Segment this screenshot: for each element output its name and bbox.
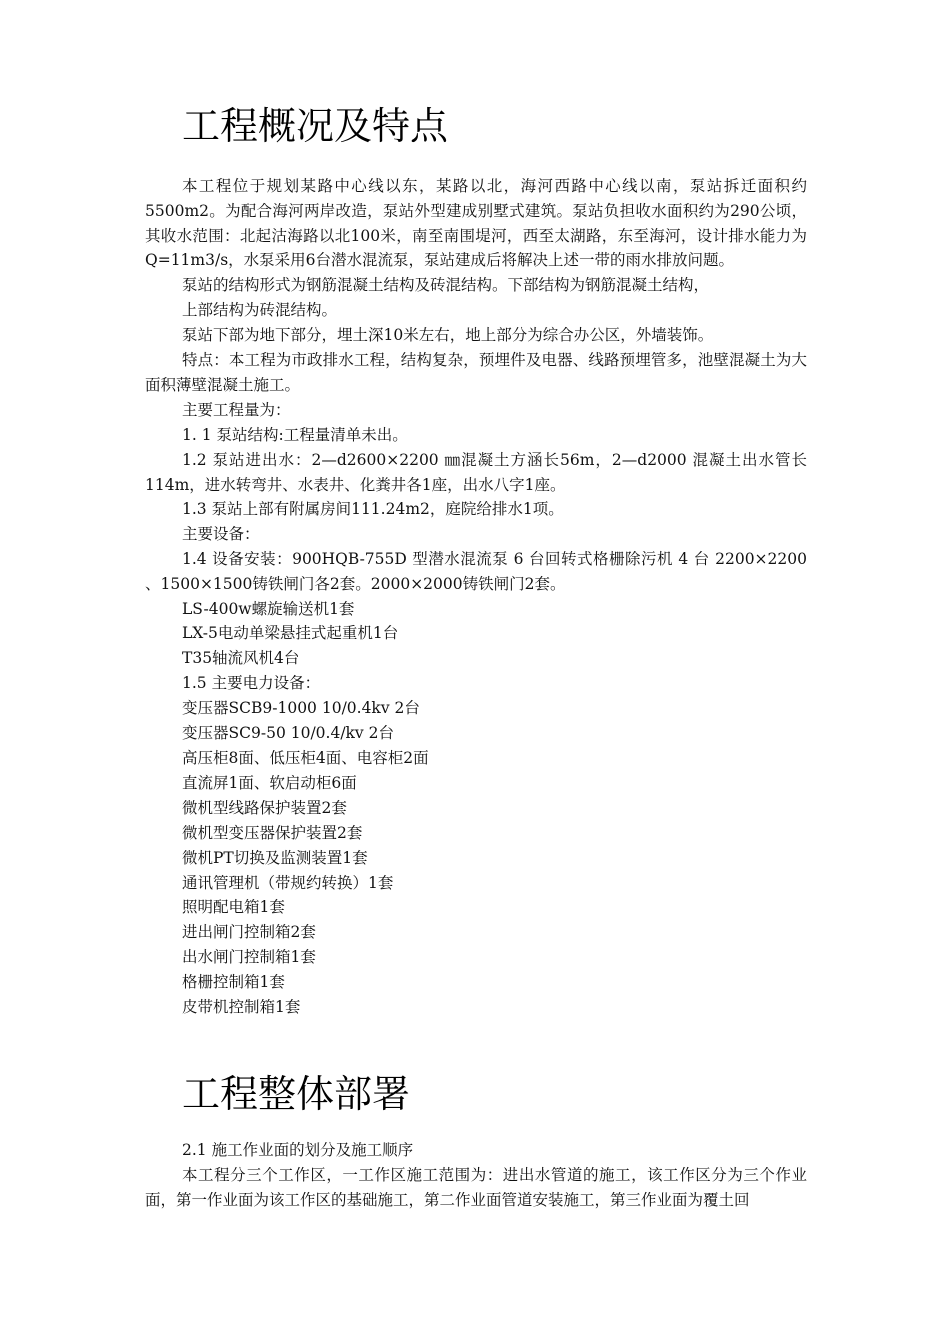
quantities-heading: 主要工程量为： [182, 401, 291, 419]
equipment-list-item: T35轴流风机4台 [182, 649, 300, 667]
equipment-heading: 主要设备： [182, 525, 260, 543]
section-title-overview: 工程概况及特点 [182, 104, 449, 148]
paragraph-structure-upper: 上部结构为砖混结构。 [182, 301, 338, 319]
equipment-list-item: 格栅控制箱1套 [182, 973, 285, 991]
item-1-3: 1.3 泵站上部有附属房间111.24m2，庭院给排水1项。 [182, 500, 564, 518]
section-title-deployment: 工程整体部署 [182, 1072, 411, 1116]
subsection-2-1: 2.1 施工作业面的划分及施工顺序 [182, 1141, 414, 1159]
paragraph-project-location: 本工程位于规划某路中心线以东，某路以北，海河西路中心线以南，泵站拆迁面积约5500m2。为配合海河两岸改造，泵站外型建成别墅式建筑。泵站负担收水面积约为290公顷，其收水范围：北起沽海路以北100米，南至南围堤河，西至太湖路，东至海河，设计排水能力为Q=11m3/s，水泵采用6台潜水混流泵，泵站建成后将解决上述一带的雨水排放问题。 [145, 177, 807, 270]
item-1-1: 1. 1 泵站结构:工程量清单未出。 [182, 426, 408, 444]
equipment-list-item: 皮带机控制箱1套 [182, 998, 301, 1016]
equipment-list-item: 微机型线路保护装置2套 [182, 799, 347, 817]
item-1-4: 1.4 设备安装：900HQB-755D 型潜水混流泵 6 台回转式格栅除污机 4 台 2200×2200 、1500×1500铸铁闸门各2套。2000×2000铸铁闸门2套。 [145, 550, 807, 593]
paragraph-structure-form: 泵站的结构形式为钢筋混凝土结构及砖混结构。下部结构为钢筋混凝土结构， [182, 276, 710, 294]
equipment-list-item: 出水闸门控制箱1套 [182, 948, 316, 966]
equipment-list-item: 直流屏1面、软启动柜6面 [182, 774, 357, 792]
equipment-list-item: 变压器SC9-50 10/0.4/kv 2台 [182, 724, 394, 742]
equipment-list-item: 高压柜8面、低压柜4面、电容柜2面 [182, 749, 429, 767]
paragraph-underground: 泵站下部为地下部分，埋土深10米左右，地上部分为综合办公区，外墙装饰。 [182, 326, 714, 344]
equipment-list-item: LS-400w螺旋输送机1套 [182, 600, 355, 618]
equipment-list-item: 变压器SCB9-1000 10/0.4kv 2台 [182, 699, 420, 717]
equipment-list-item: 微机型变压器保护装置2套 [182, 824, 363, 842]
equipment-list-item: 通讯管理机（带规约转换）1套 [182, 874, 394, 892]
equipment-list-item: 照明配电箱1套 [182, 898, 285, 916]
equipment-list-item: 进出闸门控制箱2套 [182, 923, 316, 941]
equipment-list-item: 微机PT切换及监测装置1套 [182, 849, 368, 867]
item-1-2: 1.2 泵站进出水：2—d2600×2200 ㎜混凝土方涵长56m，2—d2000 混凝土出水管长114m，进水转弯井、水表井、化粪井各1座，出水八字1座。 [145, 451, 807, 494]
paragraph-features: 特点：本工程为市政排水工程，结构复杂，预埋件及电器、线路预埋管多，池壁混凝土为大面积薄壁混凝土施工。 [145, 351, 807, 394]
equipment-list-item: LX-5电动单梁悬挂式起重机1台 [182, 624, 399, 642]
equipment-list-item: 1.5 主要电力设备： [182, 674, 321, 692]
paragraph-work-zones: 本工程分三个工作区，一工作区施工范围为：进出水管道的施工，该工作区分为三个作业面，第一作业面为该工作区的基础施工，第二作业面管道安装施工，第三作业面为覆土回 [145, 1166, 807, 1209]
